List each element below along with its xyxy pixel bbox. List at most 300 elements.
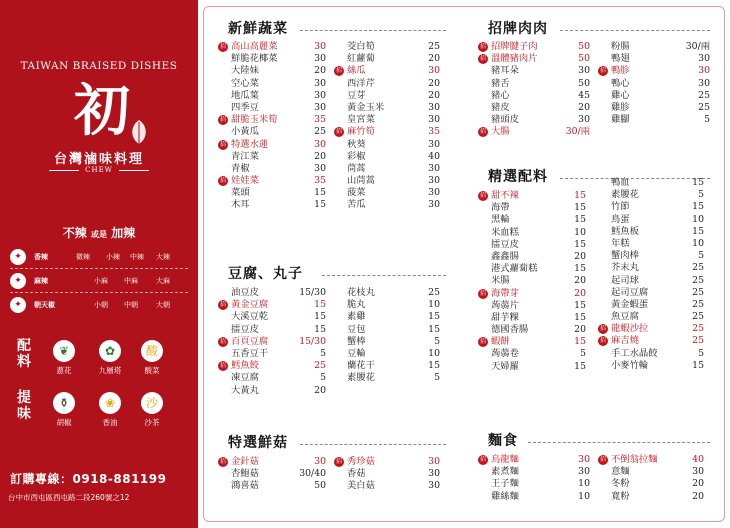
menu-item-name: 鱈魚板 <box>611 225 639 237</box>
spice-level: 小辣 <box>106 253 120 261</box>
menu-item <box>478 324 586 336</box>
signature-badge-icon: 招 <box>599 456 606 463</box>
menu-item <box>334 65 440 77</box>
menu-item <box>478 275 586 287</box>
meat-column-2 <box>598 41 710 126</box>
spice-level: 小麻 <box>94 277 108 285</box>
menu-item-price: 15 <box>692 359 704 371</box>
menu-item <box>598 275 704 287</box>
menu-item-name: 鴨血 <box>611 177 630 188</box>
signature-badge-icon: 招 <box>219 301 226 309</box>
menu-item-price: 20 <box>574 275 586 287</box>
menu-item-name: 豬舌 <box>491 77 510 89</box>
menu-item-price: 25 <box>428 287 440 298</box>
condiment-item <box>92 340 128 376</box>
flavor-item <box>134 392 170 428</box>
spice-row-numbing <box>10 272 190 290</box>
menu-item-name: 茭白筍 <box>347 41 375 52</box>
menu-item-price: 40 <box>692 454 704 465</box>
menu-item <box>478 65 590 77</box>
menu-item-price: 15 <box>574 263 586 275</box>
menu-item-name: 金針菇 <box>231 456 259 467</box>
menu-item-price: 5 <box>580 348 586 360</box>
menu-item-price: 15 <box>692 225 704 237</box>
menu-item-name: 蟹棒 <box>347 335 366 347</box>
menu-item-name: 菜頭 <box>231 187 250 199</box>
chili-icon: ✦ <box>10 249 26 265</box>
brand-chinese-name: 台灣滷味料理 <box>53 152 144 167</box>
menu-item <box>598 348 704 360</box>
menu-item <box>598 41 710 53</box>
menu-item-price: 15 <box>574 214 586 226</box>
menu-item-price: 30 <box>314 89 326 101</box>
menu-item <box>598 335 704 347</box>
menu-item <box>218 65 326 77</box>
signature-badge-icon: 招 <box>479 55 486 63</box>
menu-item-price: 5 <box>434 335 440 347</box>
menu-item-price: 15 <box>574 336 586 348</box>
menu-item-price: 25 <box>692 335 704 347</box>
spice-level: 微辣 <box>76 253 90 261</box>
menu-item <box>334 311 440 323</box>
menu-item-name: 皇宮菜 <box>347 114 375 126</box>
menu-item-price: 30 <box>698 77 710 89</box>
menu-item-name: 小黃瓜 <box>231 126 259 138</box>
menu-item-price: 30 <box>698 65 710 77</box>
chili-icon: ✦ <box>10 297 26 313</box>
menu-item-price: 30 <box>428 138 440 150</box>
menu-item-price: 5 <box>320 372 326 384</box>
menu-item <box>218 299 326 311</box>
menu-item-name: 起司豆腐 <box>611 286 649 298</box>
menu-item <box>334 90 440 102</box>
menu-item-name: 寬粉 <box>611 490 630 502</box>
menu-item <box>478 336 586 348</box>
menu-item-price: 15 <box>314 299 326 311</box>
menu-item-price: 30 <box>314 41 326 52</box>
menu-item-name: 西洋芹 <box>347 77 375 89</box>
menu-item-price: 30 <box>314 138 326 150</box>
menu-item <box>334 41 440 53</box>
menu-item-price: 25 <box>692 286 704 298</box>
menu-item <box>478 300 586 312</box>
store-address: 台中市西屯區西屯路二段260號之12 <box>8 493 130 502</box>
menu-item-price: 25 <box>314 126 326 138</box>
menu-item-price: 30 <box>428 65 440 77</box>
menu-item-name: 黃金玉米 <box>347 101 385 113</box>
menu-item <box>218 114 326 126</box>
menu-item-price: 10 <box>428 299 440 311</box>
menu-item-name: 木耳 <box>231 199 250 211</box>
sesame-oil-icon: ❀ <box>99 392 121 414</box>
menu-item <box>478 202 586 214</box>
menu-item <box>478 78 590 90</box>
menu-item <box>218 78 326 90</box>
menu-item-price: 30 <box>428 114 440 126</box>
menu-item-name: 脆丸 <box>347 299 366 311</box>
menu-item-price: 15 <box>428 311 440 323</box>
menu-item <box>218 199 326 211</box>
menu-item <box>334 78 440 90</box>
spice-divider <box>10 292 188 293</box>
spice-level: 中辣 <box>130 253 144 261</box>
menu-item-name: 娃娃菜 <box>231 175 259 187</box>
menu-item <box>334 287 440 299</box>
menu-item-name: 黃金蝦蛋 <box>611 298 649 310</box>
menu-item-name: 絲瓜 <box>347 65 366 77</box>
menu-item-price: 25 <box>698 89 710 101</box>
leaf-logo-icon <box>128 118 150 146</box>
menu-item-price: 20 <box>578 101 590 113</box>
signature-badge-icon: 招 <box>219 116 226 124</box>
spice-level: 大朝 <box>156 301 170 309</box>
menu-item-name: 魚豆腐 <box>611 311 639 323</box>
menu-item-name: 蟹肉棒 <box>611 250 639 262</box>
menu-item-price: 5 <box>434 372 440 384</box>
menu-item-name: 芥末丸 <box>611 262 639 274</box>
basil-icon: ✿ <box>99 340 121 362</box>
menu-item-name: 大黃丸 <box>231 384 259 396</box>
menu-item-name: 油豆皮 <box>231 287 259 298</box>
pepper-icon: ⚱ <box>53 392 75 414</box>
menu-item-name: 海帶 <box>491 202 510 214</box>
menu-item <box>478 263 586 275</box>
veg-column-1 <box>218 41 326 212</box>
menu-item <box>598 466 704 478</box>
menu-item-name: 甜脆玉米筍 <box>231 114 278 126</box>
menu-item-price: 15 <box>314 199 326 211</box>
menu-item <box>334 456 440 468</box>
menu-item <box>334 126 440 138</box>
menu-item-price: 30 <box>428 468 440 480</box>
menu-item-price: 30 <box>578 454 590 465</box>
menu-item <box>598 226 704 238</box>
menu-item-price: 15 <box>314 187 326 199</box>
menu-item-price: 15 <box>574 311 586 323</box>
menu-item-price: 15 <box>692 201 704 213</box>
menu-item-name: 菠菜 <box>347 187 366 199</box>
menu-item <box>478 102 590 114</box>
menu-item-name: 起司球 <box>611 274 639 286</box>
spice-name: 朝天椒 <box>34 300 55 309</box>
spice-divider <box>10 268 188 269</box>
menu-item-price: 10 <box>574 226 586 238</box>
menu-item-price: 35 <box>428 126 440 138</box>
sides-column-1 <box>478 190 586 373</box>
signature-badge-icon: 招 <box>479 128 486 136</box>
menu-item-price: 20 <box>428 89 440 101</box>
menu-item <box>598 214 704 226</box>
menu-item-price: 20 <box>574 287 586 299</box>
menu-item-price: 10 <box>578 490 590 502</box>
menu-item-name: 擂豆皮 <box>491 238 519 250</box>
menu-item-price: 30 <box>698 53 710 65</box>
menu-item-price: 5 <box>704 114 710 126</box>
menu-item <box>478 361 586 373</box>
menu-item <box>218 175 326 187</box>
menu-item-price: 25 <box>692 298 704 310</box>
menu-item <box>218 311 326 323</box>
menu-item-name: 鮮脆花椰菜 <box>231 53 278 65</box>
mushroom-column-2 <box>334 456 440 493</box>
signature-badge-icon: 招 <box>599 337 606 345</box>
menu-item <box>218 187 326 199</box>
menu-item-price: 40 <box>428 150 440 162</box>
menu-item <box>478 312 586 324</box>
menu-item-price: 30 <box>428 162 440 174</box>
menu-item-name: 素煮麵 <box>491 466 519 478</box>
menu-item <box>334 468 440 480</box>
menu-item-name: 茼蒿 <box>347 162 366 174</box>
menu-item <box>598 90 710 102</box>
menu-item <box>218 336 326 348</box>
menu-item-name: 鴻喜菇 <box>231 480 259 492</box>
menu-item-price: 15 <box>574 190 586 201</box>
menu-item <box>598 189 704 201</box>
menu-item-name: 甜芋粿 <box>491 311 519 323</box>
spice-level: 小朝 <box>94 301 108 309</box>
section-title-tofu: 豆腐、丸子 <box>228 266 303 282</box>
signature-badge-icon: 招 <box>335 67 342 75</box>
menu-item <box>478 41 590 53</box>
menu-item-name: 苦瓜 <box>347 199 366 211</box>
menu-item-name: 蒟蒻片 <box>491 299 519 311</box>
pickled-icon: 酸 <box>141 340 163 362</box>
flavor-item <box>92 392 128 428</box>
menu-item-name: 王子麵 <box>491 478 519 490</box>
menu-item-price: 50 <box>578 53 590 65</box>
menu-item-name: 鴨胗 <box>611 65 630 77</box>
menu-item-name: 鑫鑫腸 <box>491 250 519 262</box>
menu-item <box>334 324 440 336</box>
menu-item <box>334 163 440 175</box>
menu-item-price: 15 <box>574 202 586 214</box>
menu-item-name: 黑輪 <box>491 214 510 226</box>
menu-item-price: 30/兩 <box>565 126 590 138</box>
menu-item-name: 溫體豬肉片 <box>491 53 538 65</box>
menu-item-name: 山茼蒿 <box>347 175 375 187</box>
menu-item-price: 10 <box>692 213 704 225</box>
spice-level: 中麻 <box>124 277 138 285</box>
menu-item-price: 30 <box>578 65 590 77</box>
signature-badge-icon: 招 <box>219 458 226 465</box>
menu-item-name: 烏龍麵 <box>491 454 519 465</box>
menu-item <box>334 480 440 492</box>
spice-title-a: 不辣 <box>62 226 87 240</box>
menu-item <box>334 175 440 187</box>
menu-item-price: 30 <box>428 480 440 492</box>
menu-item-price: 20 <box>692 490 704 502</box>
scallion-icon: ❦ <box>53 340 75 362</box>
menu-item <box>218 468 326 480</box>
menu-item <box>598 491 704 503</box>
menu-item <box>334 151 440 163</box>
menu-item <box>478 466 590 478</box>
menu-item-price: 50 <box>314 480 326 492</box>
menu-item-name: 四季豆 <box>231 101 259 113</box>
menu-item-name: 龍蝦沙拉 <box>611 323 649 335</box>
menu-item-name: 雞胗 <box>611 101 630 113</box>
menu-item-name: 地瓜葉 <box>231 89 259 101</box>
menu-item <box>598 311 704 323</box>
signature-badge-icon: 招 <box>599 67 606 75</box>
menu-item-price: 20 <box>574 324 586 336</box>
menu-item-name: 年糕 <box>611 237 630 249</box>
menu-item <box>598 360 704 372</box>
menu-item-name: 不倒翁拉麵 <box>611 454 658 465</box>
menu-item-price: 20 <box>428 77 440 89</box>
flavor-name: 香油 <box>102 418 118 427</box>
menu-item-price: 10 <box>692 237 704 249</box>
menu-item-name: 甜不辣 <box>491 190 519 201</box>
menu-item-price: 50 <box>578 77 590 89</box>
menu-item-name: 豆包 <box>347 323 366 335</box>
menu-item <box>478 190 586 202</box>
menu-item <box>218 480 326 492</box>
menu-item-price: 30 <box>578 114 590 126</box>
signature-badge-icon: 招 <box>335 458 342 465</box>
section-title-veg: 新鮮蔬菜 <box>228 21 288 37</box>
menu-item-price: 30 <box>428 101 440 113</box>
menu-item-price: 15 <box>574 238 586 250</box>
menu-item-price: 45 <box>578 89 590 101</box>
condiments-label: 配料 <box>17 338 31 370</box>
mushroom-column-1 <box>218 456 326 493</box>
menu-item-name: 五香豆干 <box>231 347 269 359</box>
menu-item-price: 10 <box>578 478 590 490</box>
menu-item-name: 手工水晶餃 <box>611 347 658 359</box>
menu-item-name: 米血糕 <box>491 226 519 238</box>
menu-item <box>598 478 704 490</box>
menu-item <box>598 102 710 114</box>
menu-item <box>478 227 586 239</box>
section-title-meat: 招牌肉肉 <box>488 21 548 37</box>
menu-item <box>218 456 326 468</box>
menu-item-name: 蒟蒻卷 <box>491 348 519 360</box>
menu-item-price: 25 <box>692 262 704 274</box>
flavor-label: 提味 <box>17 390 31 422</box>
brand-sidebar <box>0 0 198 528</box>
menu-item-name: 美白菇 <box>347 480 375 492</box>
signature-badge-icon: 招 <box>219 337 226 345</box>
spice-level: 大辣 <box>156 253 170 261</box>
menu-item <box>598 262 704 274</box>
menu-item-name: 大陸妹 <box>231 65 259 77</box>
signature-badge-icon: 招 <box>219 362 226 370</box>
section-title-mushroom: 特選鮮菇 <box>228 435 288 451</box>
menu-item-price: 50 <box>578 41 590 52</box>
menu-item <box>478 126 590 138</box>
menu-item-name: 凍豆腐 <box>231 372 259 384</box>
flavor-name: 沙茶 <box>144 418 160 427</box>
menu-item-name: 竹節 <box>611 201 630 213</box>
menu-item-name: 花枝丸 <box>347 287 375 298</box>
menu-item-price: 5 <box>698 347 704 359</box>
menu-item <box>598 177 704 189</box>
meat-column-1 <box>478 41 590 139</box>
menu-item-name: 豆芽 <box>347 89 366 101</box>
menu-item-name: 香菇 <box>347 468 366 480</box>
menu-item-price: 15 <box>574 299 586 311</box>
spice-title-b: 加辣 <box>111 226 136 240</box>
menu-item-name: 素腰花 <box>347 372 375 384</box>
menu-item <box>218 360 326 372</box>
menu-item-price: 20 <box>314 150 326 162</box>
menu-item-price: 30 <box>428 187 440 199</box>
menu-item <box>598 114 710 126</box>
menu-item-name: 冬粉 <box>611 478 630 490</box>
sides-column-2 <box>598 177 704 372</box>
brand-subtitle: CHEW <box>0 166 198 174</box>
menu-item <box>478 478 590 490</box>
menu-item <box>598 287 704 299</box>
menu-item <box>334 348 440 360</box>
spice-level: 大麻 <box>156 277 170 285</box>
signature-badge-icon: 招 <box>219 140 226 148</box>
menu-item-name: 鱈魚餃 <box>231 360 259 372</box>
spice-name: 麻辣 <box>34 276 48 285</box>
menu-item <box>478 214 586 226</box>
menu-item-name: 招牌腱子肉 <box>491 41 538 52</box>
menu-item <box>334 336 440 348</box>
menu-item-name: 大溪豆乾 <box>231 311 269 323</box>
menu-item <box>478 239 586 251</box>
menu-item-name: 鳥蛋 <box>611 213 630 225</box>
menu-item-price: 25 <box>692 274 704 286</box>
menu-item-name: 空心菜 <box>231 77 259 89</box>
menu-item <box>478 53 590 65</box>
menu-item-price: 20 <box>692 478 704 490</box>
section-title-noodle: 麵食 <box>488 433 518 449</box>
menu-item-price: 20 <box>574 250 586 262</box>
menu-item <box>334 53 440 65</box>
menu-item <box>218 90 326 102</box>
menu-item-name: 豬心 <box>491 89 510 101</box>
menu-item-price: 30 <box>578 466 590 478</box>
flavor-name: 胡椒 <box>56 418 72 427</box>
tofu-column-2 <box>334 287 440 385</box>
menu-item-price: 30 <box>314 53 326 65</box>
menu-item-name: 杏鮑菇 <box>231 468 259 480</box>
condiment-item <box>134 340 170 376</box>
menu-item-price: 25 <box>314 360 326 372</box>
veg-column-2 <box>334 41 440 212</box>
menu-item <box>218 126 326 138</box>
menu-item <box>598 201 704 213</box>
menu-item-price: 30 <box>314 101 326 113</box>
menu-item-price: 15 <box>428 360 440 372</box>
menu-item <box>334 299 440 311</box>
menu-item-name: 米腸 <box>491 275 510 287</box>
menu-item-name: 港式蘿蔔糕 <box>491 263 538 275</box>
signature-badge-icon: 招 <box>479 338 486 346</box>
menu-item <box>218 53 326 65</box>
menu-item-price: 30 <box>692 466 704 478</box>
menu-item-price: 20 <box>314 384 326 396</box>
menu-item-price: 15/30 <box>299 335 326 347</box>
menu-item-price: 15 <box>314 323 326 335</box>
menu-item-price: 35 <box>314 114 326 126</box>
menu-item <box>334 199 440 211</box>
signature-badge-icon: 招 <box>219 43 226 50</box>
spice-name: 香辣 <box>34 252 48 261</box>
spice-title-or: 或是 <box>91 229 107 239</box>
menu-item-price: 10 <box>428 347 440 359</box>
menu-item-name: 黃金豆腐 <box>231 299 269 311</box>
menu-item-price: 30/40 <box>299 468 326 480</box>
menu-item-name: 意麵 <box>611 466 630 478</box>
menu-item-name: 秋葵 <box>347 138 366 150</box>
